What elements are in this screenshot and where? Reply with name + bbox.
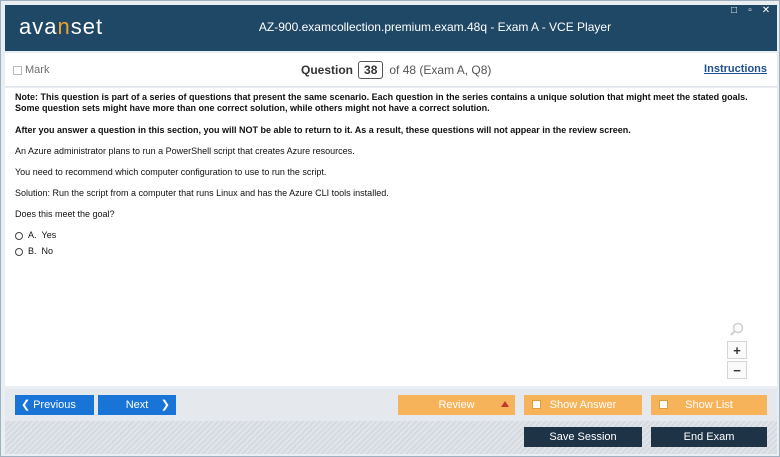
question-counter (301, 61, 491, 79)
window-title: AZ-900.examcollection.premium.exam.48q - Exam A - VCE Player (258, 20, 612, 34)
window-controls (729, 6, 771, 16)
checkbox-icon[interactable] (532, 400, 541, 409)
restore-icon[interactable]: □ (730, 5, 738, 16)
minimize-icon[interactable]: ▫ (748, 5, 752, 16)
title-bar (5, 5, 777, 51)
zoom-out-button[interactable]: − (727, 361, 747, 379)
end-exam-button[interactable]: End Exam (651, 427, 767, 447)
radio-icon[interactable] (15, 248, 23, 256)
radio-icon[interactable] (15, 232, 23, 240)
question-of-text: of 48 (Exam A, Q8) (389, 63, 492, 77)
mark-label: Mark (25, 64, 50, 76)
question-paragraph: You need to recommend which computer configuration to use to run the script. (15, 167, 327, 177)
option-b[interactable] (15, 246, 767, 257)
next-button[interactable] (98, 395, 176, 415)
previous-label: Previous (33, 399, 76, 411)
review-label: Review (438, 399, 475, 411)
question-warning: After you answer a question in this section, you will NOT be able to return to it. As a result, these questions will not appear in the review screen. (15, 125, 631, 135)
chevron-left-icon: ❮ (21, 399, 31, 411)
review-button[interactable] (398, 395, 515, 415)
question-content (5, 88, 777, 386)
save-session-button[interactable]: Save Session (524, 427, 642, 447)
question-note: Note: This question is part of a series of questions that present the same scenario. Each question in the series contains a unique solution that might meet the stated goals. Some question sets might have more than one correct solution, while others might not have a correct solution. (15, 92, 748, 113)
close-icon[interactable]: ✕ (761, 5, 771, 16)
show-list-button[interactable] (651, 395, 767, 415)
mark-checkbox[interactable] (13, 64, 49, 76)
next-label: Next (125, 399, 149, 411)
show-answer-button[interactable] (524, 395, 642, 415)
option-text: Yes (41, 230, 57, 240)
option-a[interactable] (15, 230, 767, 241)
show-list-label: Show List (685, 399, 733, 411)
zoom-tools (727, 322, 747, 381)
checkbox-icon[interactable] (13, 66, 22, 75)
zoom-in-button[interactable]: + (727, 341, 747, 359)
question-label: Question (301, 63, 354, 77)
question-prompt: Does this meet the goal? (15, 209, 115, 219)
triangle-up-icon (501, 401, 509, 407)
option-letter: B. (28, 246, 37, 256)
option-text: No (41, 246, 54, 256)
checkbox-icon[interactable] (659, 400, 668, 409)
navigation-bar (5, 389, 777, 421)
previous-button[interactable] (15, 395, 94, 415)
question-number-input[interactable]: 38 (358, 61, 383, 79)
question-header (5, 53, 777, 87)
action-bar (5, 421, 777, 454)
question-paragraph: An Azure administrator plans to run a PowerShell script that creates Azure resources. (15, 146, 355, 156)
show-answer-label: Show Answer (549, 399, 617, 411)
chevron-right-icon: ❯ (160, 399, 170, 411)
instructions-link[interactable]: Instructions (704, 63, 767, 75)
option-letter: A. (28, 230, 37, 240)
magnifier-icon (730, 322, 744, 337)
app-logo: avanset (19, 14, 104, 39)
question-paragraph: Solution: Run the script from a computer that runs Linux and has the Azure CLI tools installed. (15, 188, 389, 198)
